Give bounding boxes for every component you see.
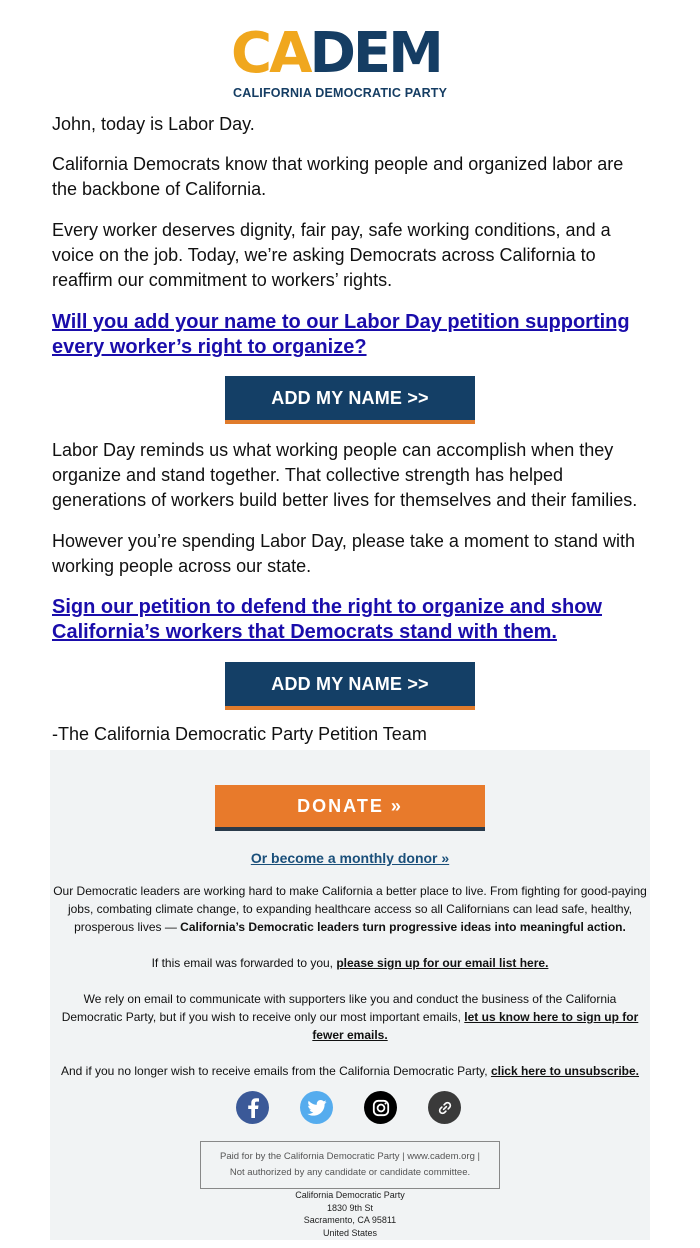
add-my-name-button-2[interactable]: ADD MY NAME >> [225, 662, 475, 710]
monthly-donor-link[interactable]: Or become a monthly donor » [250, 850, 450, 866]
address-line-1: California Democratic Party [295, 1190, 405, 1200]
logo [231, 21, 471, 104]
twitter-icon[interactable] [300, 1091, 333, 1124]
paid-for-box [200, 1141, 500, 1189]
address-line-4: United States [322, 1227, 378, 1238]
address [50, 1189, 650, 1239]
logo-ca: CA [231, 21, 310, 86]
fewer-emails-link[interactable]: let us know here to sign up for fewer emails. [312, 1010, 639, 1042]
petition-link-2[interactable]: Sign our petition to defend the right to organize and show California’s workers that Democrats stand with them. [52, 596, 602, 643]
donate-button[interactable]: DONATE » [215, 785, 485, 831]
paragraph-labor-day: Labor Day reminds us what working people can accomplish when they organize and stand together. That collective strength has helped generations of workers build better lives for themselves and their families. [52, 440, 638, 510]
forwarded-body: If this email was forwarded to you, [151, 956, 337, 970]
unsubscribe-body: And if you no longer wish to receive emails from the California Democratic Party, [60, 1064, 491, 1078]
unsubscribe-link[interactable]: click here to unsubscribe. [490, 1064, 640, 1078]
about-text [50, 882, 650, 936]
about-body: Our Democratic leaders are working hard to make California a better place to live. From fighting for good-paying jobs, combating climate change, to expanding healthcare access so all Californians can lead safe, healthy, prosperous lives — [53, 884, 647, 934]
paragraph-worker: Every worker deserves dignity, fair pay, safe working conditions, and a voice on the job. Today, we’re asking Democrats across California to reaffirm our commitment to workers’ rights. [52, 220, 611, 290]
about-bold: California’s Democratic leaders turn progressive ideas into meaningful action. [180, 920, 626, 934]
forwarded-text [50, 954, 650, 972]
paragraph-spending: However you’re spending Labor Day, please take a moment to stand with working people across our state. [52, 531, 635, 576]
petition-link-1[interactable]: Will you add your name to our Labor Day petition supporting every worker’s right to organize? [52, 311, 630, 358]
add-my-name-button-1[interactable]: ADD MY NAME >> [225, 376, 475, 424]
address-line-3: Sacramento, CA 95811 [303, 1215, 397, 1225]
paid-line-2: Not authorized by any candidate or candidate committee. [229, 1167, 471, 1178]
facebook-icon[interactable] [236, 1091, 269, 1124]
paragraph-intro: California Democrats know that working people and organized labor are the backbone of California. [52, 154, 624, 199]
logo-dem: DEM [309, 21, 441, 86]
rely-body: We rely on email to communicate with supporters like you and conduct the business of the California Democratic Party, but if you wish to receive only our most important emails, [61, 992, 617, 1024]
signup-link[interactable]: please sign up for our email list here. [336, 956, 549, 970]
footer [50, 750, 650, 1240]
link-icon[interactable] [428, 1091, 461, 1124]
instagram-icon[interactable] [364, 1091, 397, 1124]
address-line-2: 1830 9th St [326, 1202, 374, 1213]
paid-line-1: Paid for by the California Democratic Party | www.cadem.org | [220, 1151, 480, 1162]
social-links [236, 1091, 466, 1125]
signoff: -The California Democratic Party Petition Team [52, 724, 427, 744]
unsubscribe-text [50, 1062, 650, 1080]
logo-subtitle: CALIFORNIA DEMOCRATIC PARTY [233, 86, 448, 100]
greeting: John, today is Labor Day. [52, 114, 255, 134]
rely-text [50, 990, 650, 1044]
